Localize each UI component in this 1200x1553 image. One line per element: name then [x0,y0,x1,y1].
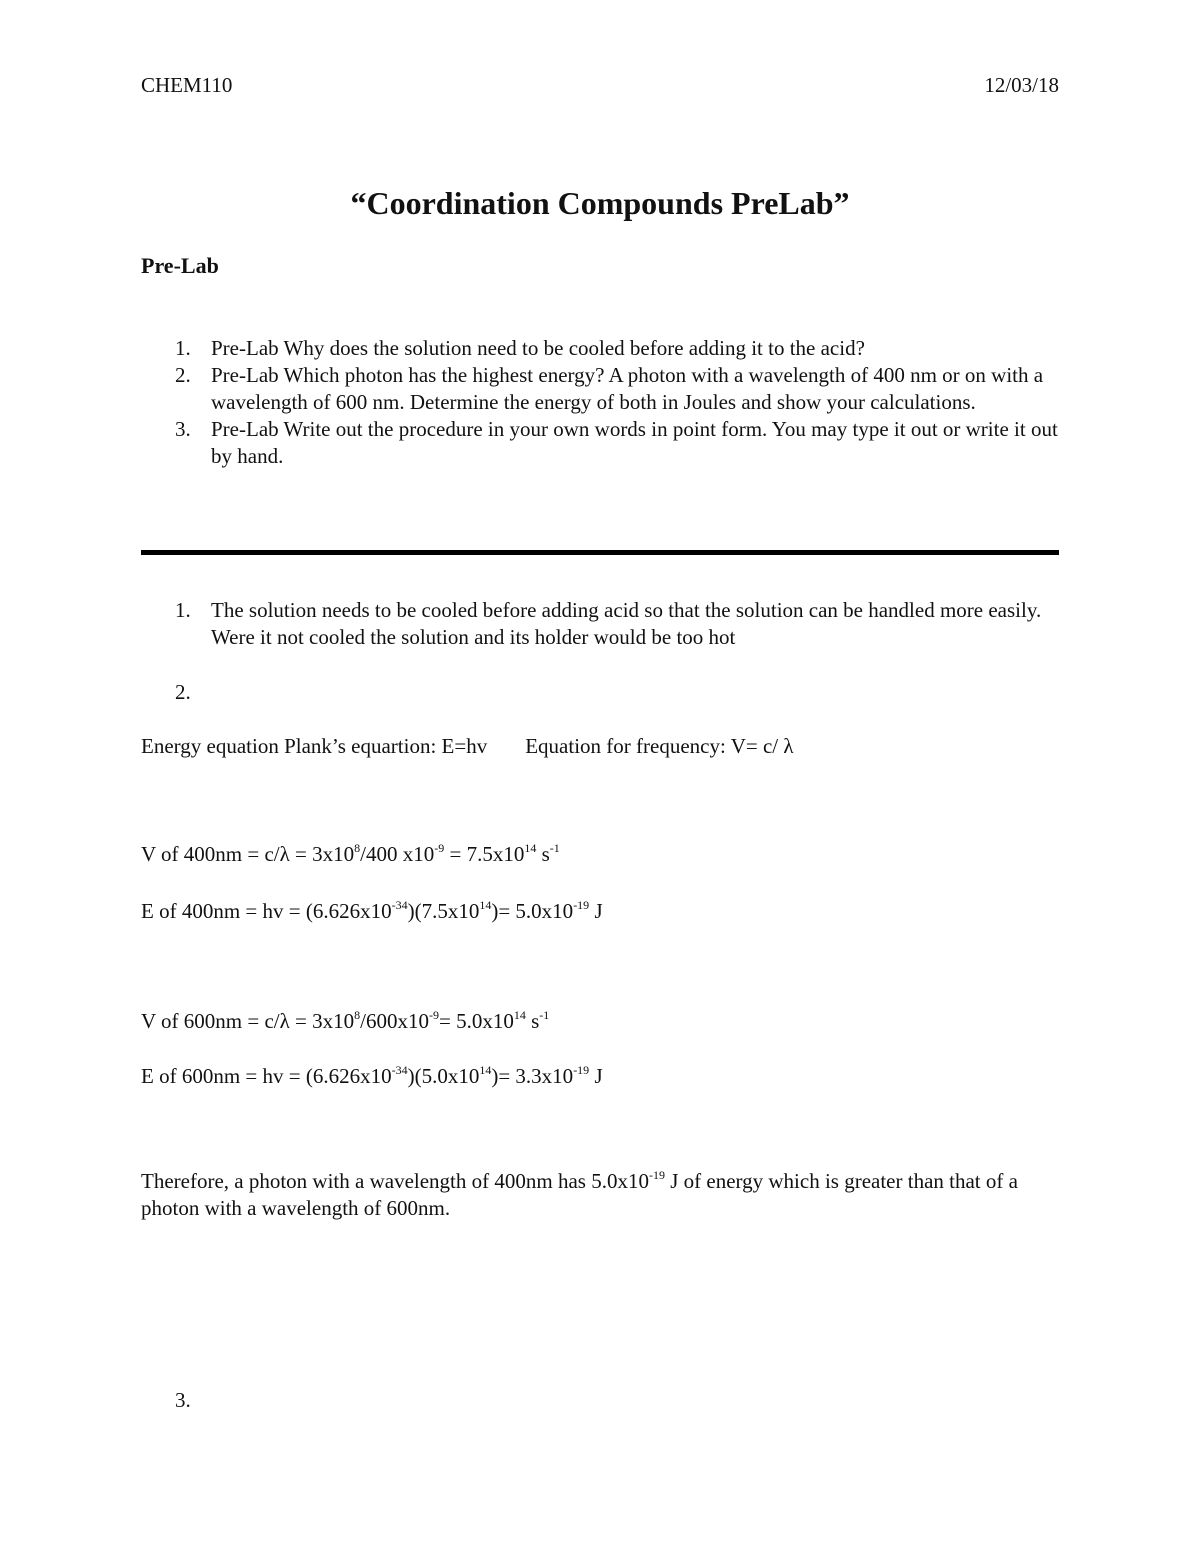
question-item [141,335,1061,362]
question-number: 3. [175,417,191,441]
answer-number: 1. [175,598,191,622]
energy-equation: Energy equation Plank’s equartion: E=hv [141,734,488,758]
course-code: CHEM110 [141,73,233,97]
answer-2-number: 2. [175,680,191,704]
page-title: “Coordination Compounds PreLab” [350,185,850,221]
section-heading: Pre-Lab [141,253,219,278]
conclusion-paragraph: Therefore, a photon with a wavelength of 400nm has $5.0x10^{-19}$ J of energy which is greater than that of a photon with a wavelength of 600nm. [141,1168,1018,1220]
energy-600nm-calculation: E of 600nm = hv = $(6.626x10^{-34})(5.0x10^{14})= 3.3x10^{-19}$ J [141,1063,603,1088]
frequency-400nm-calculation: V of $400nm = c/\lambda = 3x10^8/400$ $x10^{-9} = 7.5x10^{14}$ $s^{-1}$ [141,841,560,866]
horizontal-divider [141,550,1059,555]
energy-400nm-calculation: E of 400nm = hv = $(6.626x10^{-34})(7.5x10^{14})= 5.0x10^{-19}$ J [141,898,603,923]
equation-line [141,733,794,760]
question-list [141,335,1061,470]
question-item [141,362,1061,416]
document-date: 12/03/18 [984,73,1059,97]
question-number: 2. [175,363,191,387]
question-text: Pre-Lab Which photon has the highest energy? A photon with a wavelength of 400 nm or on with a wavelength of 600 nm. Determine the energy of both in Joules and show your calculations. [211,363,1044,414]
frequency-600nm-calculation: V of $600nm = c/\lambda = 3x10^8/600x10^{-9}= 5.0x10^{14}$ $s^{-1}$ [141,1008,550,1033]
answer-text: The solution needs to be cooled before adding acid so that the solution can be handled more easily. Were it not cooled the solution and its holder would be too hot [211,598,1042,649]
answer-3-number: 3. [175,1388,191,1412]
frequency-equation: Equation for frequency: V= c/ λ [525,734,794,758]
question-text: Pre-Lab Write out the procedure in your own words in point form. You may type it out or write it out by hand. [211,417,1058,468]
question-number: 1. [175,336,191,360]
question-item [141,416,1061,470]
answer-1 [141,597,1061,651]
question-text: Pre-Lab Why does the solution need to be cooled before adding it to the acid? [211,336,865,360]
